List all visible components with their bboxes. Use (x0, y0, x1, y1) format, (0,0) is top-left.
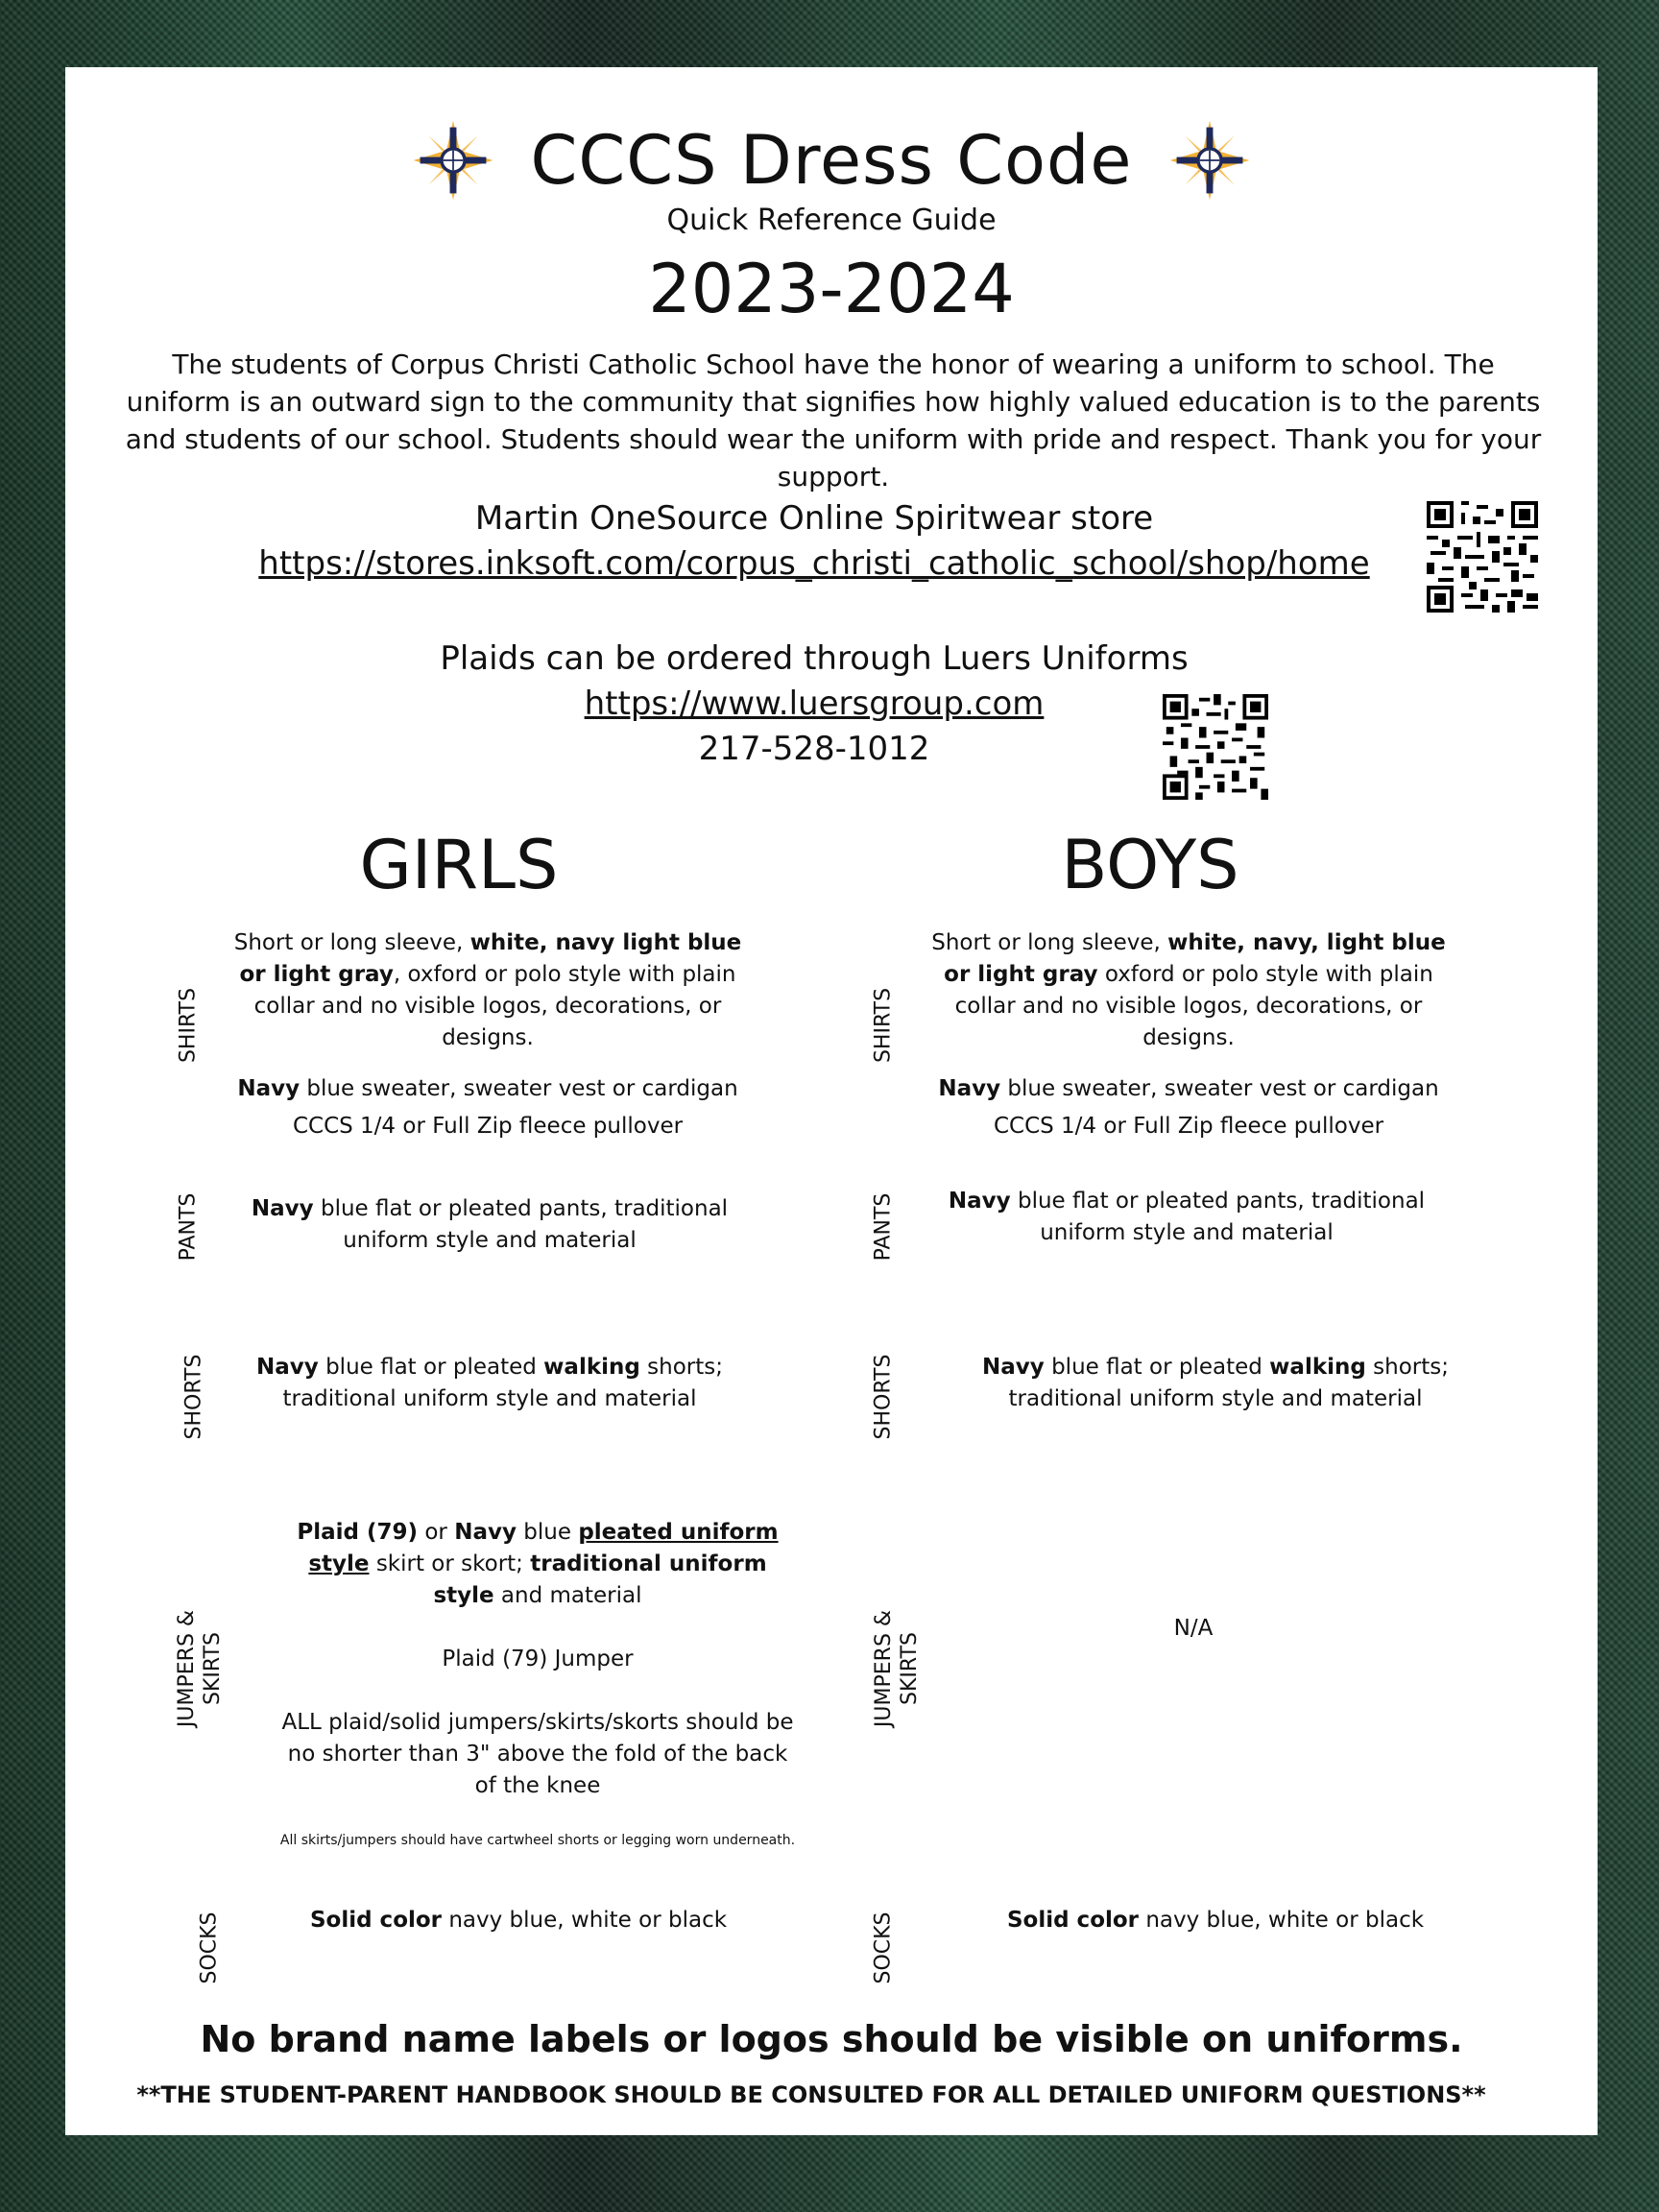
handbook-notice: **THE STUDENT-PARENT HANDBOOK SHOULD BE CONSULTED FOR ALL DETAILED UNIFORM QUESTIONS** (136, 2081, 1486, 2108)
label-shirts: SHIRTS (176, 987, 201, 1064)
boys-jumpers-skirts: N/A (1173, 1616, 1214, 1641)
text: blue sweater, sweater vest or cardigan (300, 1076, 738, 1101)
text: shorts; traditional uniform style and material (1008, 1355, 1449, 1411)
store-name: Martin OneSource Online Spiritwear store (474, 499, 1154, 538)
text: navy blue, white or black (1139, 1908, 1425, 1933)
subtitle: Quick Reference Guide (666, 204, 997, 237)
label-jumpers-line2: SKIRTS (898, 1632, 922, 1705)
text-bold: white, navy light blue or light gray (239, 930, 742, 987)
luers-phone: 217-528-1012 (698, 730, 930, 768)
text: navy blue, white or black (442, 1908, 728, 1933)
text: , oxford or polo style with plain collar and no visible logos, decorations, or designs. (253, 962, 736, 1050)
boys-socks-desc (975, 1905, 1455, 1936)
girls-shorts (250, 1352, 730, 1415)
plaids-order-line: Plaids can be ordered through Luers Uniforms (440, 639, 1189, 678)
text: blue sweater, sweater vest or cardigan (1000, 1076, 1439, 1101)
store-link[interactable]: https://stores.inksoft.com/corpus_christi_catholic_school/shop/home (258, 544, 1370, 583)
girls-jumpers-skirts (278, 1517, 797, 1857)
title-row (65, 108, 1598, 213)
label-shorts: SHORTS (181, 1354, 206, 1440)
girls-length-rule: ALL plaid/solid jumpers/skirts/skorts should be no shorter than 3" above the fold of the back of the knee (281, 1710, 794, 1798)
text-bold: walking (543, 1355, 640, 1380)
text: blue flat or pleated pants, traditional uniform style and material (313, 1196, 729, 1253)
girls-fleece-line: CCCS 1/4 or Full Zip fleece pullover (292, 1114, 684, 1139)
girls-pants (250, 1193, 730, 1257)
boys-shirts (920, 927, 1457, 1142)
school-year: 2023-2024 (648, 250, 1015, 328)
girls-pants-desc (250, 1193, 730, 1257)
boys-socks (975, 1905, 1455, 1936)
text-bold: Navy (938, 1076, 1001, 1101)
boys-pants-desc (947, 1186, 1427, 1249)
boys-shorts-desc (975, 1352, 1455, 1415)
text-bold: Navy (454, 1520, 517, 1545)
label-jumpers-line1: JUMPERS & (872, 1609, 896, 1728)
boys-sweater-line (920, 1073, 1457, 1105)
label-shirts: SHIRTS (871, 987, 896, 1064)
girls-socks-desc (278, 1905, 758, 1936)
boys-fleece-line: CCCS 1/4 or Full Zip fleece pullover (993, 1114, 1384, 1139)
text: Short or long sleeve, (233, 930, 470, 955)
label-socks: SOCKS (197, 1911, 222, 1984)
text-bold: Navy (237, 1076, 301, 1101)
text: shorts; traditional uniform style and material (282, 1355, 723, 1411)
label-shorts: SHORTS (871, 1354, 896, 1440)
dress-code-sheet (65, 67, 1598, 2135)
label-pants: PANTS (176, 1192, 201, 1262)
girls-heading: GIRLS (359, 826, 559, 904)
text-bold: Solid color (309, 1908, 443, 1933)
text-bold: Navy (982, 1355, 1045, 1380)
text: blue flat or pleated (1044, 1355, 1270, 1380)
text-bold: Navy (256, 1355, 319, 1380)
girls-jumper-line: Plaid (79) Jumper (442, 1647, 634, 1671)
qr-code-icon (1163, 694, 1268, 800)
qr-code-icon (1427, 501, 1538, 613)
luers-link[interactable]: https://www.luersgroup.com (584, 685, 1045, 723)
text-bold-underline: pleated uniform style (308, 1520, 779, 1576)
cross-crest-icon (1168, 119, 1251, 202)
text-bold: Navy (251, 1196, 314, 1221)
text: blue flat or pleated pants, traditional uniform style and material (1010, 1189, 1426, 1245)
text-bold: walking (1269, 1355, 1366, 1380)
cross-crest-icon (412, 119, 494, 202)
girls-shorts-desc (250, 1352, 730, 1415)
girls-underwear-note: All skirts/jumpers should have cartwheel shorts or legging worn underneath. (279, 1833, 796, 1848)
text: oxford or polo style with plain collar and no visible logos, decorations, or designs. (954, 962, 1433, 1050)
label-jumpers-line1: JUMPERS & (175, 1609, 199, 1728)
boys-shorts (975, 1352, 1455, 1415)
text: blue (516, 1520, 579, 1545)
text: skirt or skort; (369, 1551, 531, 1576)
text: and material (493, 1583, 642, 1608)
girls-sweater-line (221, 1073, 755, 1105)
text: blue flat or pleated (318, 1355, 544, 1380)
girls-socks (278, 1905, 758, 1936)
text-bold: Navy (948, 1189, 1011, 1214)
boys-heading: BOYS (1061, 826, 1239, 904)
text: or (418, 1520, 455, 1545)
girls-shirts (221, 927, 755, 1142)
page-title: CCCS Dress Code (530, 121, 1133, 200)
text-bold: traditional uniform style (433, 1551, 767, 1608)
intro-paragraph: The students of Corpus Christi Catholic School have the honor of wearing a uniform to school. The uniform is an outward sign to the community that signifies how highly valued education is to the parents and students of our school. Students should wear the uniform with pride and respect. Thank you for your support. (125, 349, 1542, 493)
girls-shirts-desc (221, 927, 755, 1054)
girls-skirt-desc (278, 1517, 797, 1612)
label-socks: SOCKS (871, 1911, 896, 1984)
text-bold: Plaid (79) (297, 1520, 419, 1545)
no-brand-logos-notice: No brand name labels or logos should be visible on uniforms. (200, 2018, 1463, 2060)
boys-shirts-desc (920, 927, 1457, 1054)
label-jumpers-skirts (174, 1610, 226, 1727)
text-bold: Solid color (1006, 1908, 1140, 1933)
boys-pants (947, 1186, 1427, 1249)
label-jumpers-skirts (871, 1610, 923, 1727)
text: Short or long sleeve, (931, 930, 1168, 955)
label-pants: PANTS (871, 1192, 896, 1262)
label-jumpers-line2: SKIRTS (201, 1632, 225, 1705)
text-bold: white, navy, light blue or light gray (944, 930, 1446, 987)
